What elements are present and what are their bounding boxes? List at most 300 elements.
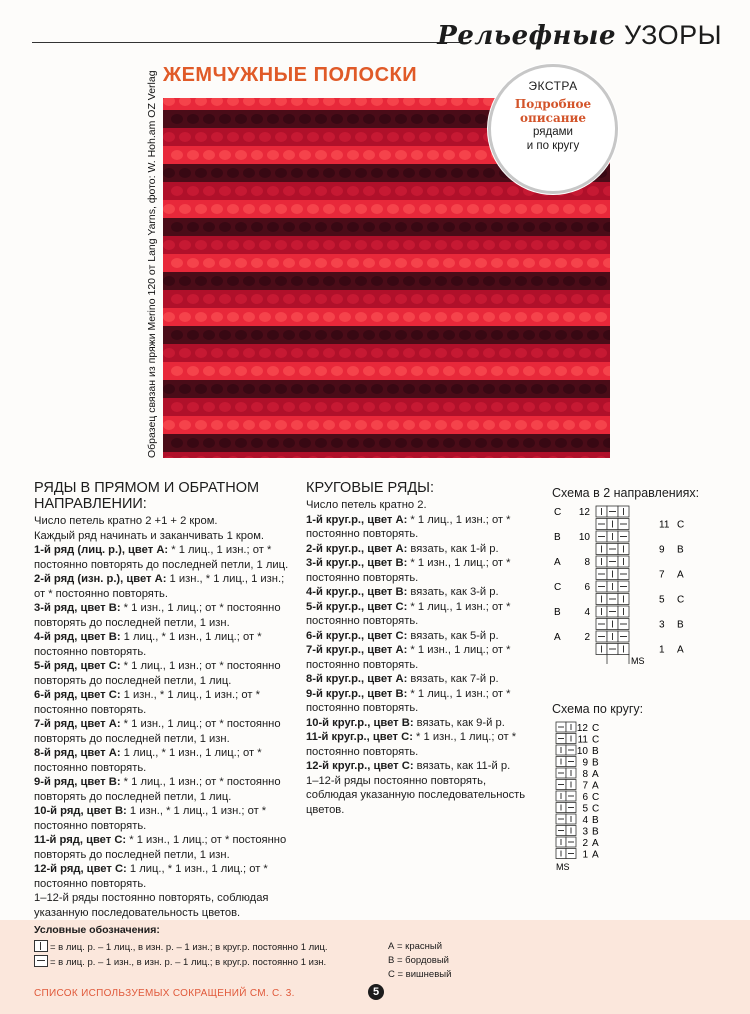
swatch-stitch	[251, 258, 263, 268]
swatch-stitch	[379, 438, 391, 448]
chart-flat-color-left: A	[554, 557, 561, 568]
chart-flat-color-left: B	[554, 532, 561, 543]
swatch-stitch	[467, 168, 479, 178]
swatch-stitch	[363, 294, 375, 304]
swatch-stitch	[331, 294, 343, 304]
round-row-text: * 1 изн., 1 лиц.; от * постоянно повторять.	[306, 557, 511, 584]
chart-round-row-num: 11	[577, 734, 588, 746]
swatch-stitch	[267, 150, 279, 160]
chart-flat-row-num: 12	[578, 507, 590, 518]
swatch-stitch	[267, 294, 279, 304]
flat-row-label: 3-й ряд, цвет В:	[34, 602, 121, 614]
swatch-stitch	[435, 168, 447, 178]
legend-purl	[34, 955, 326, 968]
swatch-stitch	[387, 312, 399, 322]
swatch-stitch	[355, 384, 367, 394]
chart-round-row-num: 7	[582, 780, 588, 792]
swatch-stitch	[235, 186, 247, 196]
flat-rows	[34, 543, 296, 891]
swatch-stitch	[331, 330, 343, 340]
swatch-stitch	[203, 150, 215, 160]
round-row	[306, 730, 532, 759]
swatch-stitch	[363, 258, 375, 268]
chart-flat-color-right: A	[677, 644, 684, 656]
swatch-stitch	[307, 240, 319, 250]
swatch-stitch	[435, 276, 447, 286]
swatch-stitch	[331, 438, 343, 448]
swatch-stitch	[195, 420, 207, 430]
swatch-stitch	[203, 438, 215, 448]
swatch-stitch	[339, 276, 351, 286]
section-title-accent: Рельефные	[437, 21, 617, 51]
swatch-stitch	[307, 168, 319, 178]
swatch-stitch	[427, 366, 439, 376]
swatch-stitch	[419, 384, 431, 394]
flat-row-text: * 1 изн., 1 лиц.; от * постоянно повторять до последней петли, 1 изн.	[34, 602, 281, 629]
swatch-stitch	[251, 114, 263, 124]
swatch-stitch	[419, 168, 431, 178]
swatch-stitch	[227, 348, 239, 358]
swatch-stitch	[235, 402, 247, 412]
swatch-stitch	[379, 186, 391, 196]
swatch-stitch	[267, 258, 279, 268]
swatch-stitch	[291, 204, 303, 214]
swatch-stitch	[507, 402, 519, 412]
swatch-stitch	[467, 348, 479, 358]
round-row-text: вязать, как 5-й р.	[407, 629, 499, 642]
swatch-stitch	[515, 348, 527, 358]
swatch-stitch	[283, 150, 295, 160]
swatch-stitch	[427, 294, 439, 304]
round-row-label: 2-й круг.р., цвет А:	[306, 542, 408, 555]
swatch-stitch	[571, 258, 583, 268]
round-row	[306, 716, 532, 731]
extra-badge	[488, 64, 618, 194]
swatch-stitch	[315, 150, 327, 160]
swatch-stitch	[547, 276, 559, 286]
swatch-stitch	[179, 348, 191, 358]
swatch-stitch	[587, 186, 599, 196]
swatch-stitch	[355, 348, 367, 358]
swatch-stitch	[315, 294, 327, 304]
chart-flat-color-left: B	[554, 607, 561, 618]
swatch-stitch	[475, 366, 487, 376]
flat-row-text: 1 лиц., * 1 изн., 1 лиц.; от * постоянно повторять.	[34, 863, 268, 890]
swatch-stitch	[411, 222, 423, 232]
swatch-stitch	[323, 132, 335, 142]
flat-heading: РЯДЫ В ПРЯМОМ И ОБРАТНОМ НАПРАВЛЕНИИ:	[34, 480, 260, 512]
swatch-stitch	[387, 276, 399, 286]
swatch-stitch	[283, 330, 295, 340]
swatch-stitch	[507, 294, 519, 304]
swatch-stitch	[187, 222, 199, 232]
flat-row	[34, 746, 296, 775]
swatch-stitch	[499, 276, 511, 286]
swatch-stitch	[379, 294, 391, 304]
chart-round-color: C	[592, 792, 600, 803]
swatch-stitch	[531, 276, 543, 286]
flat-row-label: 10-й ряд, цвет В:	[34, 805, 127, 817]
swatch-stitch	[299, 330, 311, 340]
flat-row-text: 1 лиц., * 1 изн., 1 лиц.; от * постоянно повторять.	[34, 631, 262, 658]
flat-outro: 1–12-й ряды постоянно повторять, соблюдая указанную последовательность цветов.	[34, 892, 269, 919]
swatch-stitch	[379, 258, 391, 268]
chart-flat-row-num: 9	[659, 544, 665, 556]
swatch-stitch	[499, 384, 511, 394]
swatch-stitch	[211, 204, 223, 214]
swatch-stitch	[355, 312, 367, 322]
swatch-stitch	[163, 384, 175, 394]
chart-flat-row-num: 7	[659, 569, 665, 581]
swatch-stitch	[291, 132, 303, 142]
chart-flat-row-num: 1	[659, 644, 665, 656]
swatch-stitch	[427, 114, 439, 124]
swatch-stitch	[227, 204, 239, 214]
round-intro: Число петель кратно 2.	[306, 499, 427, 511]
swatch-stitch	[403, 384, 415, 394]
swatch-stitch	[435, 420, 447, 430]
swatch-stitch	[483, 276, 495, 286]
page-number: 5	[368, 984, 384, 1000]
swatch-stitch	[267, 186, 279, 196]
swatch-stitch	[323, 420, 335, 430]
swatch-stitch	[523, 366, 535, 376]
swatch-stitch	[371, 168, 383, 178]
chart-round-color: B	[592, 826, 599, 838]
round-row-label: 1-й круг.р., цвет А:	[306, 513, 408, 526]
swatch-stitch	[187, 114, 199, 124]
chart-round-title: Схема по кругу:	[552, 702, 644, 716]
swatch-stitch	[267, 222, 279, 232]
chart-round-color: A	[592, 780, 599, 792]
swatch-stitch	[283, 438, 295, 448]
swatch-stitch	[331, 150, 343, 160]
swatch-stitch	[331, 186, 343, 196]
swatch-stitch	[411, 366, 423, 376]
swatch-stitch	[379, 150, 391, 160]
swatch-stitch	[235, 150, 247, 160]
swatch-stitch	[227, 312, 239, 322]
swatch-stitch	[579, 312, 591, 322]
swatch-stitch	[163, 420, 175, 430]
chart-flat-color-right: C	[677, 519, 685, 531]
swatch-stitch	[371, 312, 383, 322]
swatch-stitch	[275, 312, 287, 322]
swatch-stitch	[203, 222, 215, 232]
swatch-stitch	[587, 366, 599, 376]
swatch-stitch	[579, 420, 591, 430]
swatch-stitch	[203, 258, 215, 268]
swatch-stitch	[467, 312, 479, 322]
swatch-stitch	[523, 402, 535, 412]
swatch-stitch	[243, 168, 255, 178]
swatch-stitch	[291, 312, 303, 322]
swatch-stitch	[299, 150, 311, 160]
swatch-stitch	[187, 294, 199, 304]
swatch-stitch	[435, 132, 447, 142]
flat-row-text: * 1 лиц., 1 изн.; от * постоянно повторять до последней петли, 1 лиц.	[34, 660, 281, 687]
swatch-stitch	[555, 366, 567, 376]
swatch-stitch	[459, 258, 471, 268]
swatch-stitch	[251, 330, 263, 340]
swatch-stitch	[587, 258, 599, 268]
round-row	[306, 672, 532, 687]
swatch-stitch	[315, 186, 327, 196]
swatch-stitch	[451, 420, 463, 430]
swatch-stitch	[403, 240, 415, 250]
swatch-stitch	[403, 276, 415, 286]
round-row	[306, 600, 532, 629]
swatch-stitch	[171, 438, 183, 448]
round-row-text: вязать, как 1-й р.	[407, 542, 499, 555]
swatch-stitch	[475, 258, 487, 268]
flat-row-label: 6-й ряд, цвет С:	[34, 689, 121, 701]
swatch-stitch	[483, 168, 495, 178]
swatch-stitch	[555, 402, 567, 412]
swatch-stitch	[355, 420, 367, 430]
swatch-stitch	[211, 420, 223, 430]
swatch-stitch	[163, 240, 175, 250]
swatch-stitch	[563, 384, 575, 394]
swatch-stitch	[203, 402, 215, 412]
swatch-stitch	[251, 294, 263, 304]
flat-row	[34, 572, 296, 601]
swatch-stitch	[387, 348, 399, 358]
swatch-stitch	[363, 186, 375, 196]
swatch-stitch	[395, 150, 407, 160]
round-row-label: 7-й круг.р., цвет А:	[306, 644, 408, 656]
swatch-stitch	[539, 294, 551, 304]
flat-instructions	[34, 480, 296, 920]
swatch-stitch	[331, 402, 343, 412]
swatch-stitch	[523, 438, 535, 448]
swatch-stitch	[259, 168, 271, 178]
flat-row-text: * 1 изн., 1 лиц.; от * постоянно повторять до последней петли, 1 изн.	[34, 834, 287, 861]
swatch-stitch	[403, 348, 415, 358]
swatch-stitch	[523, 258, 535, 268]
swatch-stitch	[211, 132, 223, 142]
swatch-stitch	[235, 366, 247, 376]
flat-row-label: 1-й ряд (лиц. р.), цвет А:	[34, 544, 169, 556]
swatch-stitch	[491, 222, 503, 232]
swatch-stitch	[451, 384, 463, 394]
swatch-stitch	[243, 132, 255, 142]
swatch-stitch	[443, 330, 455, 340]
flat-row	[34, 862, 296, 891]
swatch-stitch	[451, 276, 463, 286]
flat-row-text: * 1 лиц., 1 изн.; от * постоянно повторять до последней петли, 1 лиц.	[34, 776, 281, 803]
round-row-text: * 1 лиц., 1 изн.; от * постоянно повторять.	[306, 687, 511, 714]
swatch-stitch	[435, 384, 447, 394]
swatch-stitch	[267, 366, 279, 376]
swatch-stitch	[251, 438, 263, 448]
swatch-stitch	[531, 204, 543, 214]
swatch-stitch	[243, 312, 255, 322]
flat-row-label: 4-й ряд, цвет В:	[34, 631, 121, 643]
swatch-stitch	[171, 258, 183, 268]
swatch-stitch	[331, 258, 343, 268]
round-rows	[306, 513, 532, 774]
swatch-stitch	[507, 258, 519, 268]
chart-flat-color-left: C	[554, 507, 562, 518]
chart-round-color: B	[592, 757, 599, 769]
swatch-stitch	[531, 384, 543, 394]
swatch-stitch	[595, 420, 607, 430]
swatch-stitch	[347, 294, 359, 304]
chart-round-row-num: 10	[576, 746, 588, 757]
swatch-stitch	[171, 402, 183, 412]
swatch-stitch	[171, 186, 183, 196]
swatch-stitch	[451, 204, 463, 214]
swatch-stitch	[515, 312, 527, 322]
swatch-stitch	[427, 402, 439, 412]
swatch-stitch	[187, 438, 199, 448]
swatch-stitch	[531, 348, 543, 358]
swatch-stitch	[475, 150, 487, 160]
swatch-stitch	[187, 330, 199, 340]
swatch-stitch	[595, 348, 607, 358]
swatch-stitch	[411, 294, 423, 304]
swatch-stitch	[259, 276, 271, 286]
swatch-stitch	[315, 402, 327, 412]
swatch-stitch	[203, 366, 215, 376]
flat-row-text: 1 изн., * 1 лиц., 1 изн.; от * постоянно повторять.	[34, 805, 267, 832]
swatch-stitch	[419, 240, 431, 250]
swatch-stitch	[483, 204, 495, 214]
chart-round-color: A	[592, 849, 599, 861]
swatch-stitch	[475, 330, 487, 340]
swatch-stitch	[371, 276, 383, 286]
swatch-stitch	[475, 114, 487, 124]
round-row	[306, 513, 532, 542]
badge-rows: рядами	[533, 126, 573, 138]
swatch-stitch	[347, 150, 359, 160]
swatch-stitch	[435, 348, 447, 358]
swatch-stitch	[371, 420, 383, 430]
swatch-stitch	[451, 312, 463, 322]
swatch-stitch	[219, 330, 231, 340]
swatch-stitch	[299, 258, 311, 268]
swatch-stitch	[291, 276, 303, 286]
swatch-stitch	[163, 132, 175, 142]
swatch-stitch	[451, 348, 463, 358]
swatch-stitch	[411, 330, 423, 340]
flat-row-text: * 1 изн., 1 лиц.; от * постоянно повторять до последней петли, 1 изн.	[34, 718, 281, 745]
swatch-stitch	[163, 348, 175, 358]
chart-flat-row-num: 10	[578, 532, 590, 543]
chart-flat-row-num: 3	[659, 619, 665, 631]
swatch-stitch	[227, 384, 239, 394]
flat-row-label: 12-й ряд, цвет С:	[34, 863, 127, 875]
pattern-title: ЖЕМЧУЖНЫЕ ПОЛОСКИ	[163, 64, 418, 86]
swatch-stitch	[531, 312, 543, 322]
chart-flat	[552, 486, 722, 683]
swatch-stitch	[443, 150, 455, 160]
swatch-stitch	[475, 186, 487, 196]
swatch-stitch	[539, 222, 551, 232]
swatch-stitch	[491, 438, 503, 448]
swatch-stitch	[267, 114, 279, 124]
swatch-stitch	[459, 402, 471, 412]
swatch-stitch	[427, 330, 439, 340]
swatch-stitch	[539, 438, 551, 448]
swatch-stitch	[307, 348, 319, 358]
round-row-label: 12-й круг.р., цвет С:	[306, 760, 414, 772]
swatch-stitch	[563, 348, 575, 358]
swatch-stitch	[459, 222, 471, 232]
swatch-stitch	[347, 330, 359, 340]
swatch-stitch	[235, 294, 247, 304]
section-title	[437, 20, 722, 51]
swatch-stitch	[499, 240, 511, 250]
round-row-text: вязать, как 11-й р.	[413, 760, 511, 772]
swatch-stitch	[259, 312, 271, 322]
swatch-stitch	[555, 222, 567, 232]
swatch-stitch	[219, 438, 231, 448]
chart-round-color: C	[592, 723, 600, 734]
swatch-stitch	[371, 240, 383, 250]
photo-credit: Образец связан из пряжи Merino 120 от Lang Yarns, фото: W. Hoh.am OZ Verlag	[146, 70, 158, 458]
swatch-stitch	[427, 150, 439, 160]
purl-symbol-icon	[34, 955, 48, 967]
swatch-stitch	[579, 276, 591, 286]
swatch-stitch	[355, 204, 367, 214]
flat-intro-2: Каждый ряд начинать и заканчивать 1 кром.	[34, 529, 265, 542]
swatch-stitch	[315, 258, 327, 268]
flat-row	[34, 659, 296, 688]
swatch-stitch	[483, 384, 495, 394]
swatch-stitch	[315, 114, 327, 124]
swatch-stitch	[267, 438, 279, 448]
flat-row-text: 1 лиц., * 1 изн., 1 лиц.; от * постоянно повторять.	[34, 747, 262, 774]
swatch-stitch	[171, 366, 183, 376]
swatch-stitch	[427, 186, 439, 196]
chart-flat-title: Схема в 2 направлениях:	[552, 486, 700, 500]
swatch-stitch	[355, 240, 367, 250]
swatch-stitch	[211, 276, 223, 286]
swatch-stitch	[243, 348, 255, 358]
swatch-stitch	[411, 186, 423, 196]
legend-title: Условные обозначения:	[34, 924, 160, 936]
chart-round-row-num: 9	[582, 757, 588, 769]
swatch-stitch	[547, 384, 559, 394]
swatch-stitch	[171, 330, 183, 340]
chart-round-row-num: 1	[582, 849, 588, 861]
swatch-stitch	[219, 150, 231, 160]
swatch-stitch	[403, 132, 415, 142]
swatch-stitch	[467, 384, 479, 394]
flat-row	[34, 717, 296, 746]
swatch-stitch	[323, 348, 335, 358]
swatch-stitch	[267, 402, 279, 412]
flat-intro-1: Число петель кратно 2 +1 + 2 кром.	[34, 515, 218, 527]
swatch-stitch	[371, 384, 383, 394]
swatch-stitch	[499, 204, 511, 214]
swatch-stitch	[459, 438, 471, 448]
swatch-stitch	[179, 384, 191, 394]
swatch-stitch	[291, 384, 303, 394]
swatch-stitch	[339, 348, 351, 358]
flat-row-label: 5-й ряд, цвет С:	[34, 660, 121, 672]
flat-row-label: 8-й ряд, цвет А:	[34, 747, 121, 759]
chart-round-row-num: 6	[582, 792, 588, 803]
swatch-stitch	[379, 330, 391, 340]
swatch-stitch	[379, 222, 391, 232]
swatch-stitch	[235, 438, 247, 448]
swatch-stitch	[211, 240, 223, 250]
swatch-stitch	[275, 276, 287, 286]
round-row-text: вязать, как 3-й р.	[407, 586, 499, 598]
